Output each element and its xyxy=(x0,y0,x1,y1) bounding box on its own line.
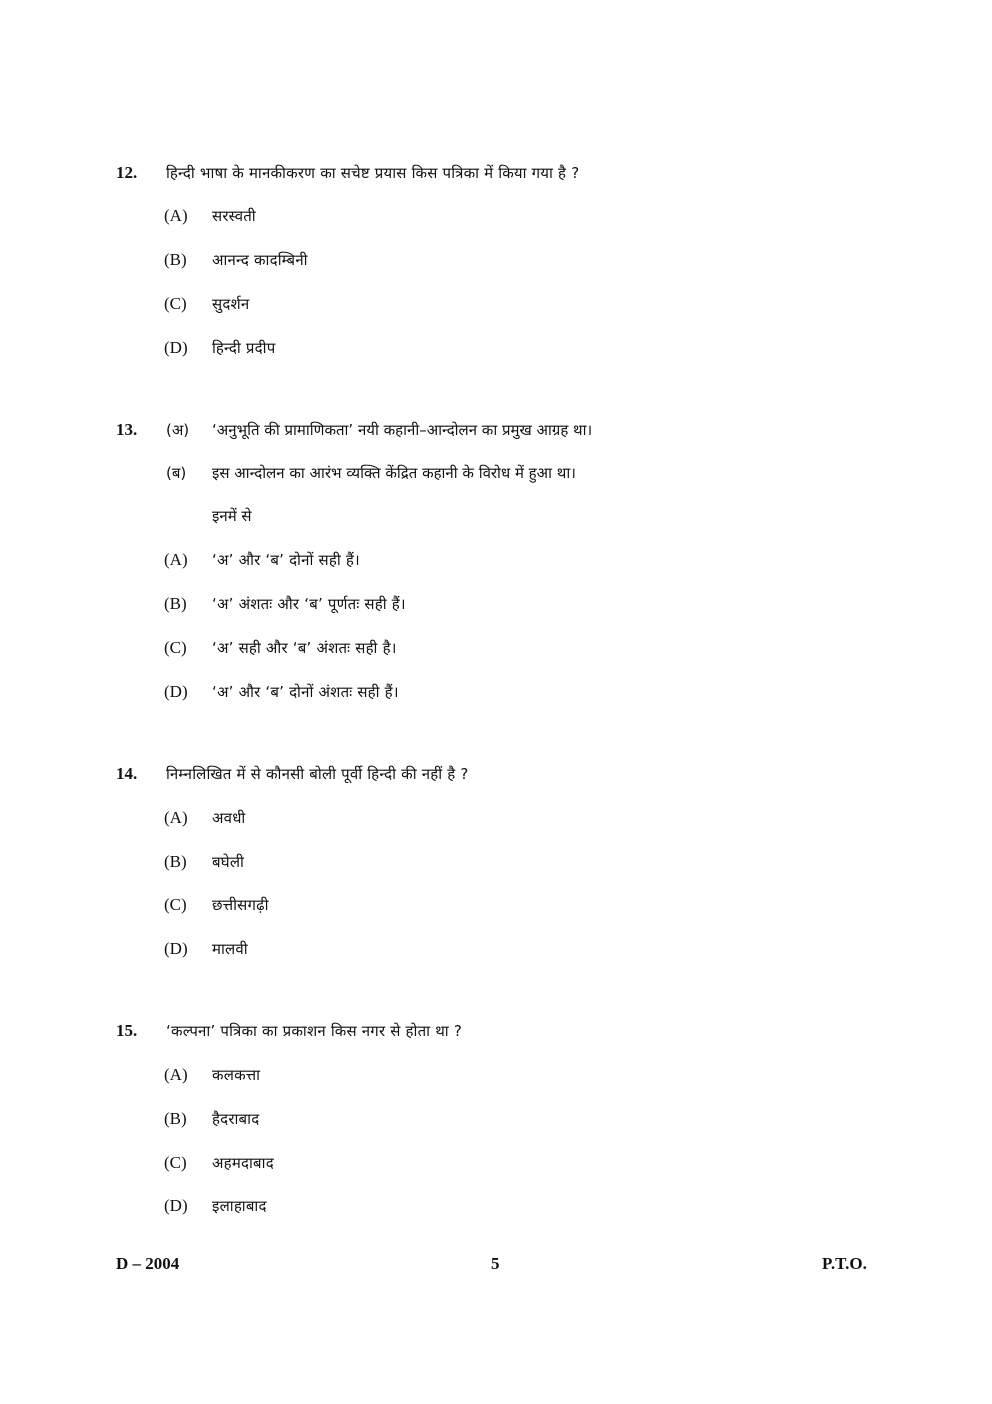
option-text: ‘अ’ सही और ‘ब’ अंशतः सही है। xyxy=(212,639,397,657)
option-text: अहमदाबाद xyxy=(212,1154,274,1172)
option-text: सरस्वती xyxy=(212,207,256,225)
option-label: (A) xyxy=(164,550,188,569)
option-label: (A) xyxy=(164,206,188,225)
question-number: 15. xyxy=(116,1021,138,1040)
option-text: ‘अ’ और ‘ब’ दोनों सही हैं। xyxy=(212,551,360,569)
option-label: (C) xyxy=(164,895,187,914)
page-number: 5 xyxy=(491,1254,500,1273)
statement-label: (ब) xyxy=(166,464,187,482)
statement-text: ‘अनुभूति की प्रामाणिकता’ नयी कहानी–आन्दोलन का प्रमुख आग्रह था। xyxy=(212,421,593,439)
option-text: बघेली xyxy=(212,853,245,871)
option-text: मालवी xyxy=(212,940,248,958)
question-number: 14. xyxy=(116,764,138,783)
option-label: (D) xyxy=(164,338,188,357)
question-text: निम्नलिखित में से कौनसी बोली पूर्वी हिन्दी की नहीं है ? xyxy=(166,765,469,783)
option-label: (A) xyxy=(164,1065,188,1084)
option-label: (D) xyxy=(164,682,188,701)
question-number: 13. xyxy=(116,420,138,439)
option-text: सुदर्शन xyxy=(212,295,250,313)
option-text: ‘अ’ अंशतः और ‘ब’ पूर्णतः सही हैं। xyxy=(212,595,406,613)
option-label: (D) xyxy=(164,1196,188,1215)
option-text: हैदराबाद xyxy=(212,1110,260,1128)
option-label: (B) xyxy=(164,852,187,871)
instruction-text: इनमें से xyxy=(212,507,252,525)
statement-text: इस आन्दोलन का आरंभ व्यक्ति केंद्रित कहानी के विरोध में हुआ था। xyxy=(212,464,576,482)
statement-label: (अ) xyxy=(166,421,190,439)
option-text: इलाहाबाद xyxy=(212,1197,267,1215)
option-label: (B) xyxy=(164,594,187,613)
option-label: (C) xyxy=(164,638,187,657)
option-text: आनन्द कादम्बिनी xyxy=(212,251,308,269)
pto-label: P.T.O. xyxy=(822,1254,867,1273)
option-label: (D) xyxy=(164,939,188,958)
option-text: छत्तीसगढ़ी xyxy=(212,896,269,914)
question-text: हिन्दी भाषा के मानकीकरण का सचेष्ट प्रयास किस पत्रिका में किया गया है ? xyxy=(166,164,580,182)
option-text: ‘अ’ और ‘ब’ दोनों अंशतः सही हैं। xyxy=(212,683,399,701)
option-label: (B) xyxy=(164,1109,187,1128)
option-text: अवधी xyxy=(212,809,246,827)
option-text: कलकत्ता xyxy=(212,1066,261,1084)
question-text: ‘कल्पना’ पत्रिका का प्रकाशन किस नगर से होता था ? xyxy=(166,1022,463,1040)
paper-code: D – 2004 xyxy=(116,1254,180,1273)
option-label: (C) xyxy=(164,294,187,313)
option-label: (A) xyxy=(164,808,188,827)
option-label: (B) xyxy=(164,250,187,269)
option-label: (C) xyxy=(164,1153,187,1172)
option-text: हिन्दी प्रदीप xyxy=(212,339,276,357)
question-number: 12. xyxy=(116,163,138,182)
